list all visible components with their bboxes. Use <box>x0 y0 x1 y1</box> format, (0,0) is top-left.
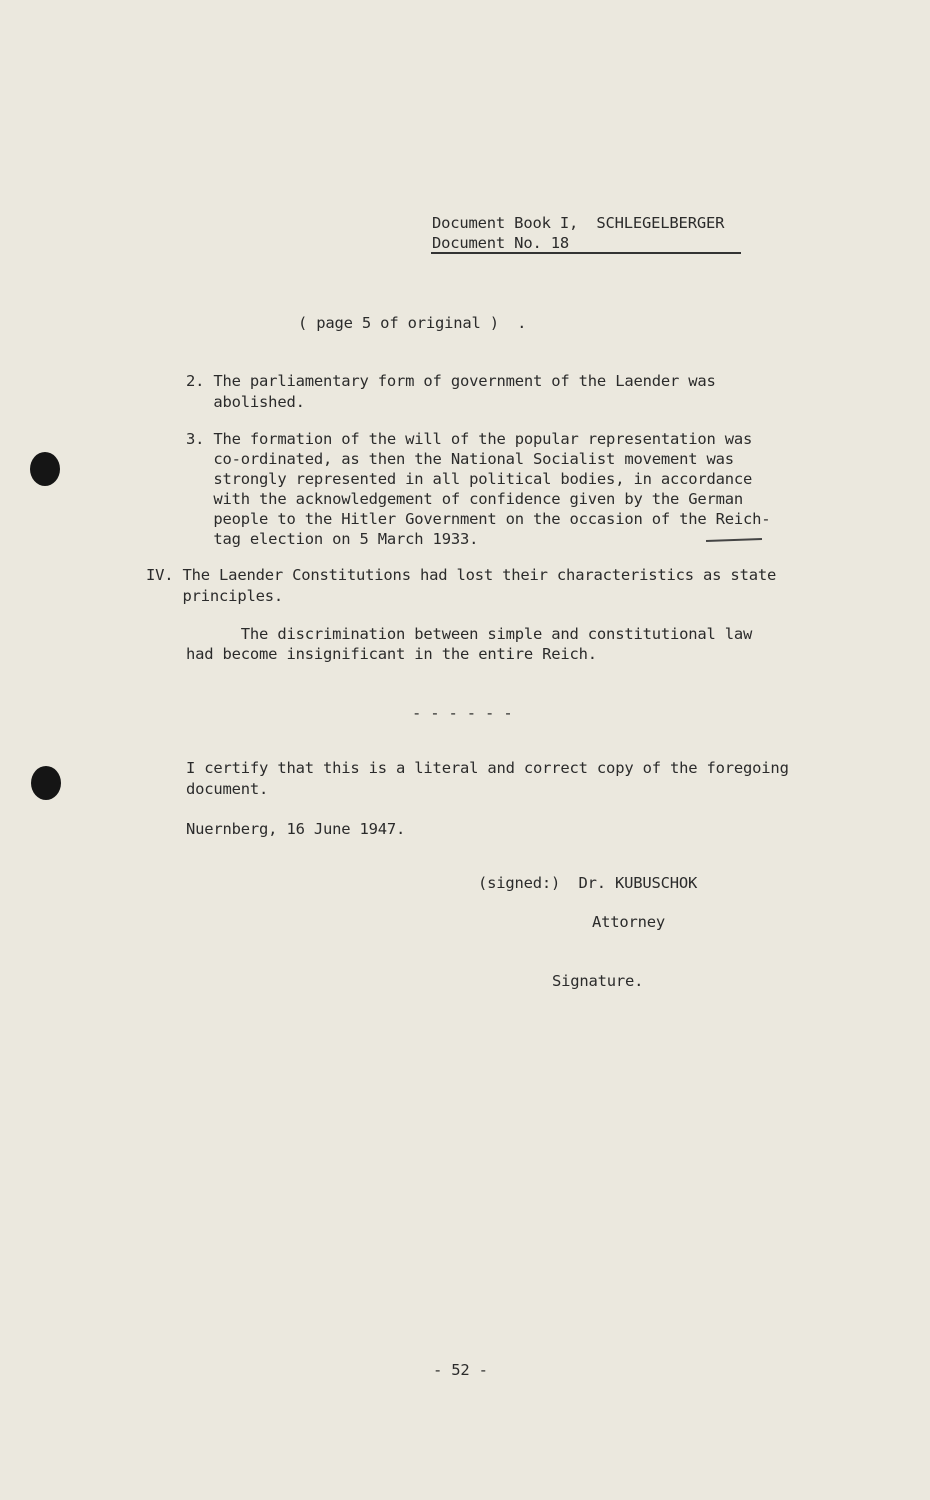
certification-line: document. <box>186 780 269 798</box>
page-reference: ( page 5 of original ) . <box>298 314 527 332</box>
item-3-line: tag election on 5 March 1933. <box>186 530 479 548</box>
item-2-line: abolished. <box>186 393 305 411</box>
certification-line: I certify that this is a literal and correct copy of the foregoing <box>186 759 789 777</box>
header-line1: Document Book I, SCHLEGELBERGER <box>432 214 725 232</box>
paragraph-line: The discrimination between simple and constitutional law <box>186 625 753 643</box>
place-date: Nuernberg, 16 June 1947. <box>186 820 406 838</box>
item-3-line: with the acknowledgement of confidence given by the German <box>186 490 744 508</box>
item-3-line: people to the Hitler Government on the occasion of the Reich- <box>186 510 771 528</box>
attorney-title: Attorney <box>592 913 666 931</box>
punch-hole-top <box>30 452 60 486</box>
pen-stroke <box>706 538 762 542</box>
paragraph-line: had become insignificant in the entire Reich. <box>186 645 597 663</box>
page-number: - 52 - <box>433 1361 488 1379</box>
item-4-line: IV. The Laender Constitutions had lost their characteristics as state <box>146 566 777 584</box>
separator: - - - - - - <box>412 704 513 722</box>
punch-hole-bottom <box>31 766 61 800</box>
item-3-line: co-ordinated, as then the National Socialist movement was <box>186 450 734 468</box>
item-2-line: 2. The parliamentary form of government of the Laender was <box>186 372 716 390</box>
signature-label: Signature. <box>552 972 644 990</box>
signed-line: (signed:) Dr. KUBUSCHOK <box>478 874 698 892</box>
item-3-line: strongly represented in all political bodies, in accordance <box>186 470 753 488</box>
item-3-line: 3. The formation of the will of the popular representation was <box>186 430 753 448</box>
header-underline <box>431 252 741 254</box>
header-line2: Document No. 18 <box>432 234 569 252</box>
item-4-line: principles. <box>146 587 283 605</box>
